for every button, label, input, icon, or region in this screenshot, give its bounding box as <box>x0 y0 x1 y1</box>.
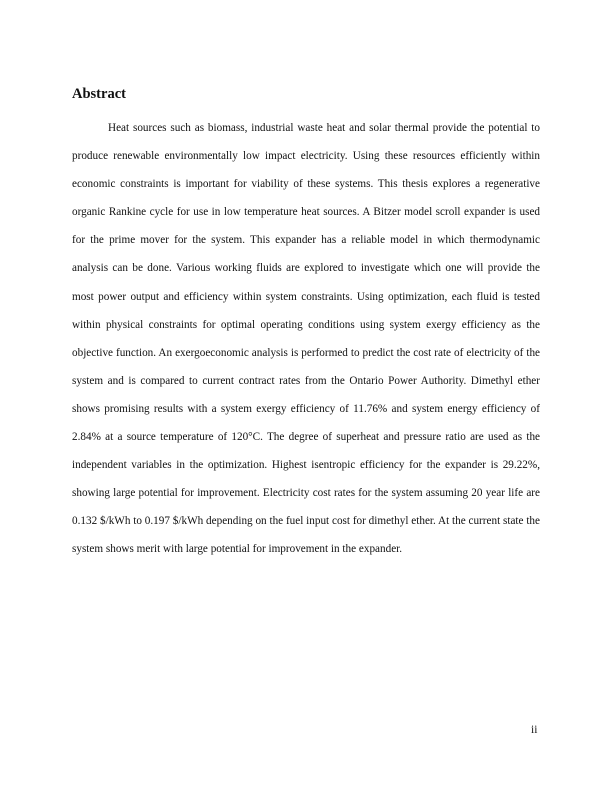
abstract-paragraph: Heat sources such as biomass, industrial waste heat and solar thermal provide the potential to produce renewable environmentally low impact electricity. Using these resources efficiently within economic constraints is important for viability of these systems. This thesis explores a regenerative organic Rankine cycle for use in low temperature heat sources. A Bitzer model scroll expander is used for the prime mover for the system. This expander has a reliable model in which thermodynamic analysis can be done. Various working fluids are explored to investigate which one will provide the most power output and efficiency within system constraints. Using optimization, each fluid is tested within physical constraints for optimal operating conditions using system exergy efficiency as the objective function. An exergoeconomic analysis is performed to predict the cost rate of electricity of the system and is compared to current contract rates from the Ontario Power Authority. Dimethyl ether shows promising results with a system exergy efficiency of 11.76% and system energy efficiency of 2.84% at a source temperature of 120°C. The degree of superheat and pressure ratio are used as the independent variables in the optimization. Highest isentropic efficiency for the expander is 29.22%, showing large potential for improvement. Electricity cost rates for the system assuming 20 year life are 0.132 $/kWh to 0.197 $/kWh depending on the fuel input cost for dimethyl ether. At the current state the system shows merit with large potential for improvement in the expander. <box>72 122 540 556</box>
page-number: ii <box>531 724 538 736</box>
abstract-heading: Abstract <box>72 86 126 102</box>
